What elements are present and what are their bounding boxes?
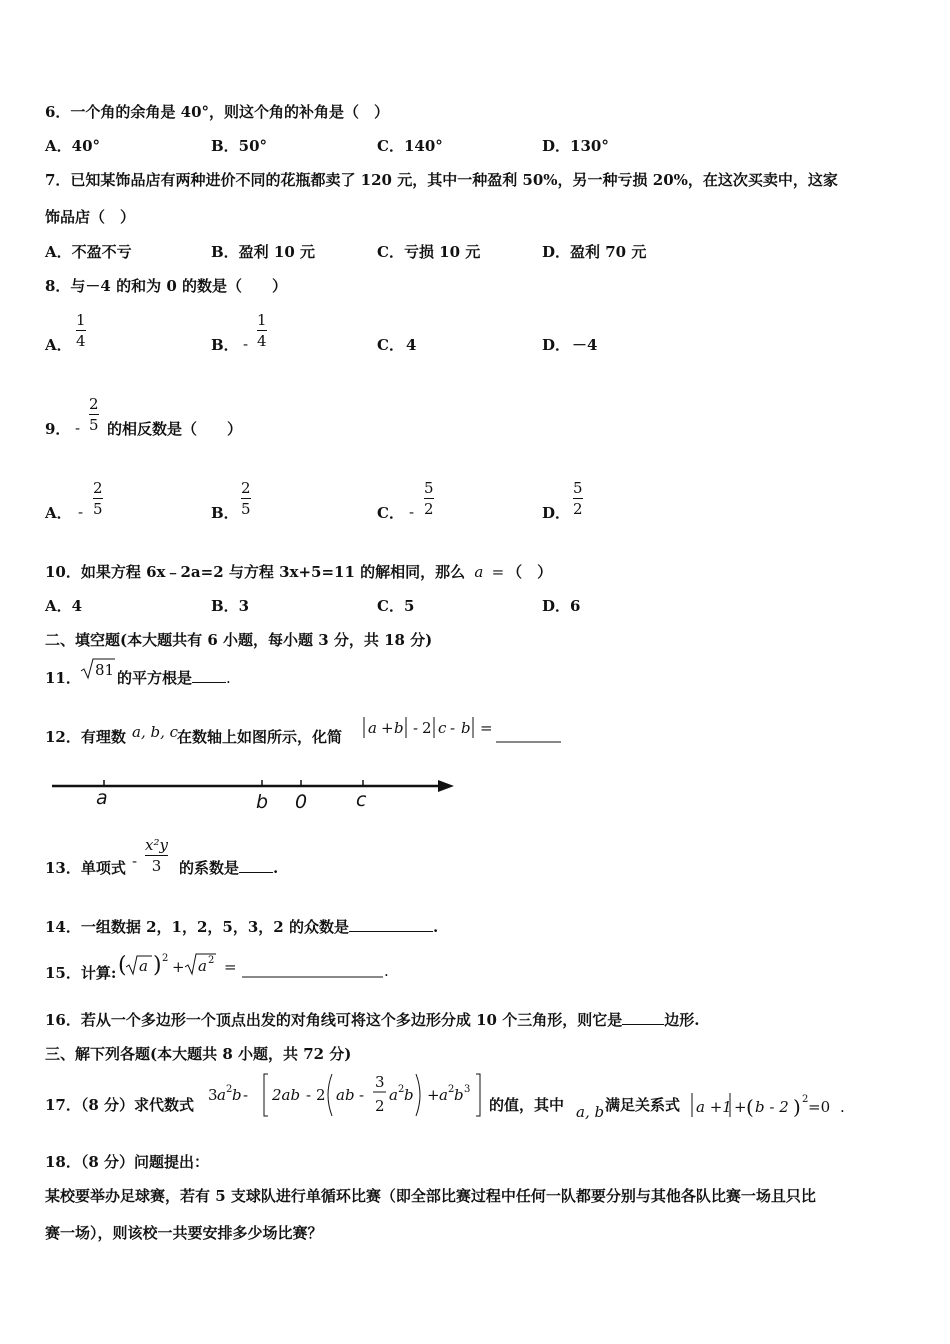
q16-text	[45, 1010, 699, 1030]
fraction-denominator: 3	[151, 857, 162, 875]
q9-stem-suffix: 的相反数是（ ）	[107, 420, 243, 438]
fraction-numerator: 5	[424, 479, 434, 497]
q7-option-c: C．亏损 10 元	[377, 243, 481, 261]
expr-b-2: b	[461, 719, 471, 737]
q8-option-d-value: －4	[572, 336, 598, 354]
t-exp-2: 2	[226, 1084, 233, 1095]
fraction-denominator: 5	[93, 500, 103, 518]
q14-text	[45, 917, 438, 937]
equals: =	[224, 958, 237, 976]
fraction-bar	[93, 498, 103, 499]
q9-option-a-minus: -	[78, 503, 84, 521]
q11-number: 11．	[45, 669, 81, 687]
t-exp-2b: 2	[398, 1084, 405, 1095]
expr-plus: +	[381, 719, 394, 737]
fraction-numerator: 2	[93, 479, 103, 497]
paren-open: (	[746, 1095, 754, 1119]
number-line	[50, 773, 460, 815]
label-a: a	[96, 787, 108, 809]
fraction-numerator: 1	[76, 311, 86, 329]
fraction-bar	[89, 414, 99, 415]
left-paren	[328, 1074, 332, 1116]
q13-minus: -	[132, 852, 138, 870]
fraction-bar	[241, 498, 251, 499]
label-b: b	[256, 791, 269, 813]
radicand-a-2: a	[198, 957, 207, 975]
q7-option-d: D．盈利 70 元	[542, 243, 647, 261]
q8-option-b-minus: -	[243, 335, 249, 353]
q8-option-b-fraction	[257, 311, 267, 350]
q8-option-a-fraction	[76, 311, 86, 350]
q10-option-d: D．6	[542, 597, 581, 615]
q9-minus: -	[75, 419, 81, 437]
q9-label-a: A．	[45, 504, 72, 522]
q6-option-a: A．40°	[45, 137, 101, 155]
q7-stem-line1: 7．已知某饰品店有两种进价不同的花瓶都卖了 120 元，其中一种盈利 50%，另一种亏损 20%，在这次买卖中，这家	[45, 171, 838, 189]
paren-close: )	[153, 953, 162, 978]
fraction-denominator: 2	[424, 500, 434, 518]
fraction-numerator: 5	[573, 479, 583, 497]
left-bracket	[264, 1074, 268, 1116]
right-bracket	[476, 1074, 480, 1116]
q17-condition	[690, 1088, 850, 1122]
t-a-3: a	[439, 1086, 448, 1104]
fraction-bar	[573, 498, 583, 499]
t-frac-num: 3	[375, 1073, 385, 1091]
fraction-bar	[145, 855, 168, 856]
q8-label-d: D．	[542, 336, 571, 354]
c-b2: b - 2	[755, 1098, 789, 1116]
q11-text	[117, 668, 231, 688]
fraction-denominator: 2	[573, 500, 583, 518]
q8-label-c: C．	[377, 336, 404, 354]
q8-label-a: A．	[45, 336, 72, 354]
q9-stem-fraction	[89, 395, 99, 434]
q7-stem-line2: 饰品店（ ）	[45, 208, 136, 226]
t-ab: ab	[336, 1086, 355, 1104]
expr-equals: =	[480, 719, 493, 737]
q7-option-b: B．盈利 10 元	[211, 243, 315, 261]
q7-option-a: A．不盈不亏	[45, 243, 132, 261]
q10-option-b: B．3	[211, 597, 250, 615]
q13-answer-blank	[239, 858, 273, 873]
q12-vars: a, b, c	[132, 723, 179, 741]
fraction-denominator: 4	[257, 332, 267, 350]
t-b-2: b	[404, 1086, 414, 1104]
q8-option-c-value: 4	[406, 336, 417, 354]
q15-prefix: 15．计算:	[45, 964, 117, 982]
q9-label-b: B．	[211, 504, 239, 522]
q11-sqrt-81	[80, 656, 116, 682]
expr-minus-2: -	[450, 719, 456, 737]
expr-b: b	[394, 719, 404, 737]
q17-cond-text: 满足关系式	[605, 1096, 681, 1114]
radicand: 81	[95, 661, 115, 679]
q12-prefix: 12．有理数	[45, 728, 126, 746]
q13-suffix: 的系数是	[179, 859, 240, 877]
fraction-denominator: 5	[89, 416, 99, 434]
fraction-bar	[76, 330, 86, 331]
q18-line2: 赛一场），则该校一共要安排多少场比赛？	[45, 1224, 323, 1242]
exponent-2-b: 2	[208, 955, 215, 966]
c-plus: +	[734, 1098, 747, 1116]
q12-middle: 在数轴上如图所示，化简	[177, 728, 343, 746]
q13-fraction	[145, 836, 168, 875]
t-minus-3: -	[359, 1086, 365, 1104]
q16-answer-blank	[622, 1010, 664, 1025]
q10-option-c: C．5	[377, 597, 415, 615]
plus: +	[172, 958, 185, 976]
q9-label-c: C．	[377, 504, 404, 522]
q16-stem: 16．若从一个多边形一个顶点出发的对角线可将这个多边形分成 10 个三角形，则它是	[45, 1011, 623, 1029]
q6-option-c: C．140°	[377, 137, 443, 155]
label-c: c	[356, 789, 367, 811]
fraction-bar	[424, 498, 434, 499]
q8-stem: 8．与－4 的和为 0 的数是（ ）	[45, 277, 287, 295]
q17-expression	[206, 1068, 486, 1122]
q10-stem-prefix: 10．如果方程 6x﹣2a=2 与方程 3x+5=11 的解相同，那么	[45, 563, 466, 581]
q10-stem-suffix: （ ）	[507, 563, 553, 581]
q11-suffix: 的平方根是	[117, 669, 193, 687]
label-0: 0	[295, 791, 308, 813]
paren-close: )	[793, 1095, 801, 1119]
t-a: a	[217, 1086, 226, 1104]
q9-option-d-fraction	[573, 479, 583, 518]
t-b-3: b	[454, 1086, 464, 1104]
t-b: b	[232, 1086, 242, 1104]
t-plus: +	[427, 1086, 440, 1104]
expr-a: a	[368, 719, 377, 737]
q9-option-c-minus: -	[409, 503, 415, 521]
q17-vars: a, b	[576, 1103, 605, 1121]
c-eq: =0	[808, 1098, 831, 1116]
q9-number: 9．	[45, 420, 71, 438]
q6-option-b: B．50°	[211, 137, 268, 155]
fraction-numerator: 2	[89, 395, 99, 413]
right-paren	[416, 1074, 420, 1116]
q17-middle: 的值，其中	[489, 1096, 565, 1114]
q11-answer-blank	[192, 668, 226, 683]
t-minus: -	[243, 1086, 249, 1104]
q9-label-d: D．	[542, 504, 571, 522]
exponent-2: 2	[162, 953, 169, 964]
paren-open: (	[118, 953, 127, 978]
fraction-numerator: 1	[257, 311, 267, 329]
q17-prefix: 17．（8 分）求代数式	[45, 1096, 195, 1114]
q14-end: .	[432, 918, 439, 936]
q14-answer-blank	[349, 917, 433, 932]
q15-expression	[118, 950, 393, 982]
q10-option-a: A．4	[45, 597, 83, 615]
q8-label-b: B．	[211, 336, 239, 354]
q13-end: .	[273, 859, 279, 877]
fraction-denominator: 5	[241, 500, 251, 518]
q11-end: .	[226, 669, 231, 687]
q10-equals: =	[491, 563, 505, 581]
t-exp-2c: 2	[448, 1084, 455, 1095]
q13-prefix: 13．单项式	[45, 859, 126, 877]
q18-line1: 某校要举办足球赛，若有 5 支球队进行单循环比赛（即全部比赛过程中任何一队都要分别与其他各队比赛一场且只比	[45, 1187, 816, 1205]
q10-var-a: a	[474, 563, 484, 581]
q9-option-b-fraction	[241, 479, 251, 518]
q6-stem: 6．一个角的余角是 40°，则这个角的补角是（ ）	[45, 103, 390, 121]
q9-option-a-fraction	[93, 479, 103, 518]
t-frac-den: 2	[375, 1097, 385, 1115]
section-3-title: 三、解下列各题(本大题共 8 小题，共 72 分)	[45, 1045, 352, 1063]
expr-coef: 2	[422, 719, 432, 737]
radicand-a: a	[139, 957, 148, 975]
t-3: 3	[208, 1086, 218, 1104]
q18-head: 18．（8 分）问题提出：	[45, 1153, 210, 1171]
t-a-2: a	[389, 1086, 398, 1104]
section-2-title: 二、填空题(本大题共有 6 小题，每小题 3 分，共 18 分)	[45, 631, 433, 649]
q6-option-d: D．130°	[542, 137, 609, 155]
t-2c: 2	[316, 1086, 326, 1104]
q12-expression	[362, 714, 562, 744]
fraction-numerator: x²y	[145, 836, 168, 854]
q13-text	[179, 858, 278, 878]
c-end: .	[840, 1098, 845, 1116]
c-a1: a +1	[696, 1098, 732, 1116]
q9-option-c-fraction	[424, 479, 434, 518]
number-line-arrow	[438, 780, 454, 792]
q15-end: .	[384, 962, 389, 980]
t-minus-2: -	[306, 1086, 312, 1104]
fraction-numerator: 2	[241, 479, 251, 497]
expr-minus: -	[413, 719, 419, 737]
q10-stem	[45, 562, 552, 582]
c-sq: 2	[802, 1094, 809, 1105]
q16-end: 边形.	[664, 1011, 700, 1029]
fraction-bar	[257, 330, 267, 331]
t-2ab: 2ab	[272, 1086, 301, 1104]
q14-stem: 14．一组数据 2，1，2，5，3，2 的众数是	[45, 918, 349, 936]
t-exp-3: 3	[464, 1084, 471, 1095]
expr-c: c	[438, 719, 447, 737]
fraction-denominator: 4	[76, 332, 86, 350]
